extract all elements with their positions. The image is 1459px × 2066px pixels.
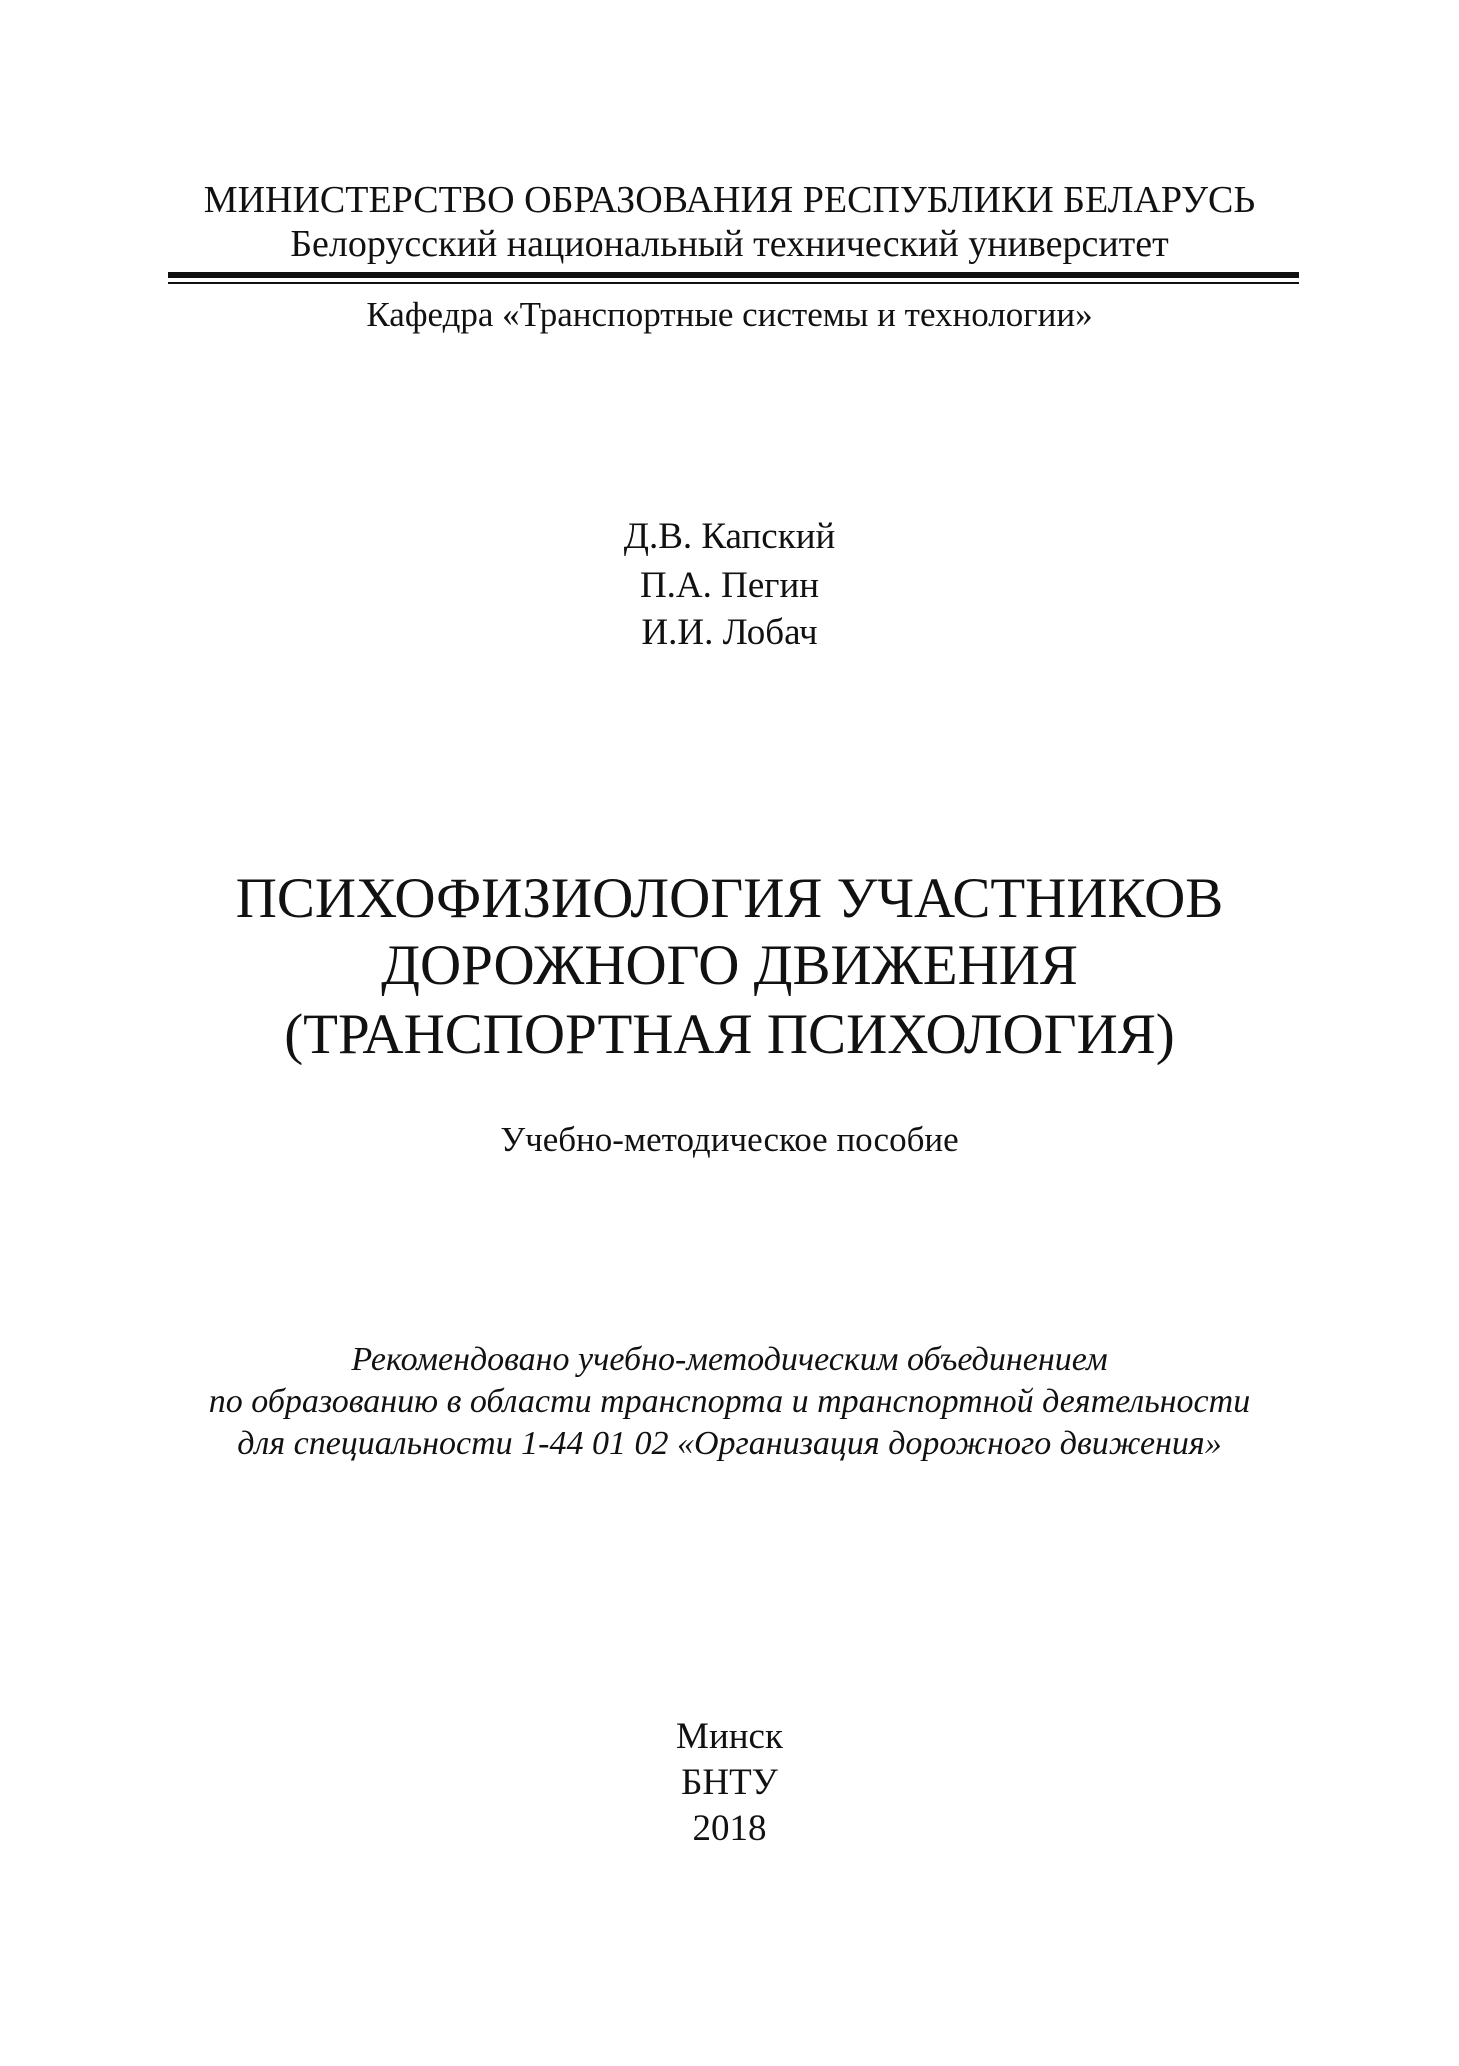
book-title-line: ДОРОЖНОГО ДВИЖЕНИЯ bbox=[381, 934, 1078, 997]
recommendation-line: Рекомендовано учебно-методическим объединением bbox=[351, 1341, 1108, 1378]
author-name: И.И. Лобач bbox=[641, 612, 818, 653]
imprint-year: 2018 bbox=[692, 1808, 767, 1849]
ministry-heading: МИНИСТЕРСТВО ОБРАЗОВАНИЯ РЕСПУБЛИКИ БЕЛАРУСЬ bbox=[203, 179, 1256, 221]
document-type: Учебно-методическое пособие bbox=[500, 1120, 959, 1159]
book-title-line: (ТРАНСПОРТНАЯ ПСИХОЛОГИЯ) bbox=[284, 1003, 1175, 1066]
recommendation-line: для специальности 1-44 01 02 «Организация дорожного движения» bbox=[237, 1425, 1222, 1462]
author-name: Д.В. Капский bbox=[623, 516, 836, 557]
book-title-line: ПСИХОФИЗИОЛОГИЯ УЧАСТНИКОВ bbox=[235, 867, 1224, 930]
imprint-city: Минск bbox=[676, 1716, 783, 1757]
header-divider-thin bbox=[168, 282, 1299, 284]
department-name: Кафедра «Транспортные системы и технологии» bbox=[366, 295, 1093, 334]
university-name: Белорусский национальный технический университет bbox=[290, 223, 1169, 265]
author-name: П.А. Пегин bbox=[639, 565, 820, 606]
header-divider-thick bbox=[168, 272, 1299, 278]
imprint-publisher: БНТУ bbox=[681, 1762, 778, 1803]
recommendation-line: по образованию в области транспорта и транспортной деятельности bbox=[208, 1383, 1251, 1420]
